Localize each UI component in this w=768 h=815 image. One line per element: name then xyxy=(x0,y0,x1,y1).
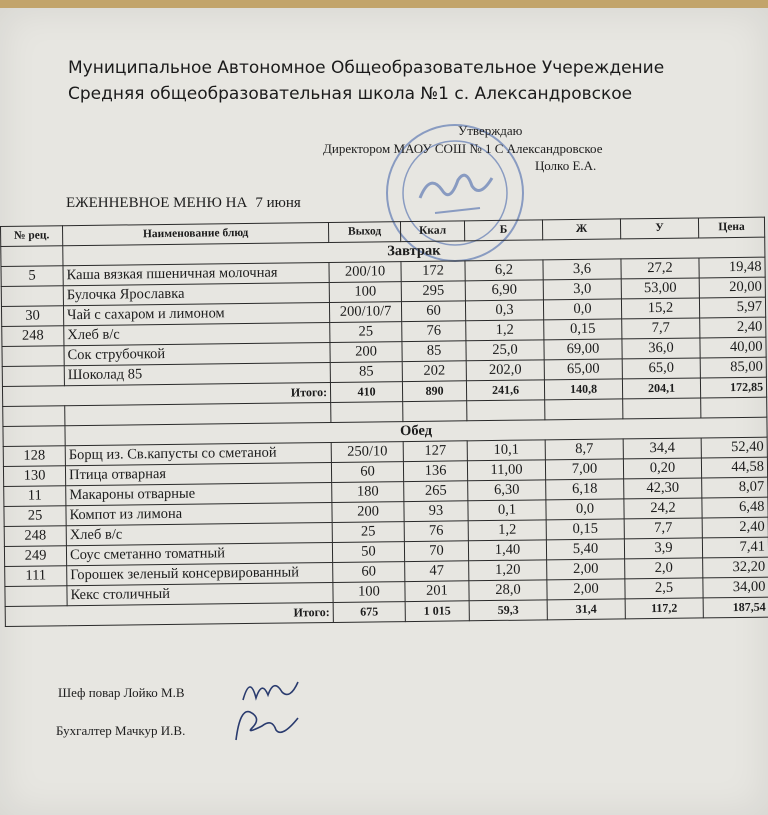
table-cell: 28,0 xyxy=(469,580,547,601)
table-cell: Хлеб в/с xyxy=(66,522,332,545)
section-label: Обед xyxy=(65,417,767,446)
table-cell: 85,00 xyxy=(700,357,766,378)
table-cell: 32,20 xyxy=(703,557,768,578)
table-cell: 15,2 xyxy=(621,298,699,319)
director-name: Цолко Е.А. xyxy=(535,158,597,173)
table-cell: 202,0 xyxy=(466,360,544,381)
table-cell: 0,0 xyxy=(546,499,624,520)
table-cell: 20,00 xyxy=(699,277,765,298)
table-cell xyxy=(2,346,64,367)
table-cell: 3,6 xyxy=(543,259,621,280)
table-cell: 2,00 xyxy=(547,579,625,600)
table-cell: 100 xyxy=(333,582,405,603)
table-cell: 8,7 xyxy=(545,439,623,460)
table-cell: Булочка Ярославка xyxy=(63,282,329,305)
table-cell: 34,4 xyxy=(623,438,701,459)
table-cell: 5,97 xyxy=(699,297,765,318)
table-cell: Итого: xyxy=(5,602,333,626)
table-cell: 6,90 xyxy=(465,280,543,301)
table-cell: 111 xyxy=(5,566,67,587)
table-cell: 3,9 xyxy=(624,538,702,559)
col-header: Наименование блюд xyxy=(63,222,329,245)
table-cell: 241,6 xyxy=(466,380,544,401)
table-cell: 172,85 xyxy=(700,377,766,398)
table-cell: Соус сметанно томатный xyxy=(66,542,332,565)
menu-table xyxy=(0,217,768,627)
table-cell: Компот из лимона xyxy=(66,502,332,525)
table-cell: 201 xyxy=(405,581,469,602)
table-cell: 265 xyxy=(404,481,468,502)
table-cell: 200/10 xyxy=(329,262,401,283)
accountant-signature-label: Бухгалтер Мачкур И.В. xyxy=(56,723,186,738)
table-cell: 53,00 xyxy=(621,278,699,299)
table-cell: 140,8 xyxy=(544,379,622,400)
header-line-2: Средняя общеобразовательная школа №1 с. Александровское xyxy=(68,84,633,104)
header-line-1: Муниципальное Автономное Общеобразовательное Учереждение xyxy=(68,58,665,78)
table-cell: 2,0 xyxy=(625,558,703,579)
table-cell: 25,0 xyxy=(466,340,544,361)
table-cell: Птица отварная xyxy=(65,462,331,485)
table-cell: 7,7 xyxy=(622,318,700,339)
table-cell: Макароны отварные xyxy=(66,482,332,505)
table-cell: Сок струбочкой xyxy=(64,342,330,365)
table-cell: 50 xyxy=(332,542,404,563)
table-cell: 8,07 xyxy=(702,477,768,498)
table-cell: 85 xyxy=(402,341,466,362)
table-cell: 10,1 xyxy=(467,440,545,461)
table-cell: 40,00 xyxy=(700,337,766,358)
col-header: Выход xyxy=(328,222,400,243)
table-cell: 0,20 xyxy=(623,458,701,479)
table-cell: 44,58 xyxy=(701,457,767,478)
table-cell: 200 xyxy=(330,342,402,363)
table-cell: 6,48 xyxy=(702,497,768,518)
table-cell: 3,0 xyxy=(543,279,621,300)
chef-signature-label: Шеф повар Лойко М.В xyxy=(58,685,185,700)
table-cell: 675 xyxy=(333,602,405,623)
table-cell: 76 xyxy=(404,521,468,542)
table-cell: 248 xyxy=(2,326,64,347)
table-cell: 204,1 xyxy=(622,378,700,399)
table-cell: 0,15 xyxy=(546,519,624,540)
col-header: Б xyxy=(464,220,542,241)
table-cell: 1 015 xyxy=(405,601,469,622)
col-header: № рец. xyxy=(1,226,63,247)
table-cell: 249 xyxy=(4,546,66,567)
table-cell: 34,00 xyxy=(703,577,768,598)
menu-title-text: ЕЖЕННЕВНОЕ МЕНЮ НА xyxy=(66,195,248,211)
table-cell: 5 xyxy=(1,266,63,287)
table-cell: 0,15 xyxy=(544,319,622,340)
table-cell: 1,40 xyxy=(468,540,546,561)
table-cell: 85 xyxy=(330,362,402,383)
table-cell: 187,54 xyxy=(703,597,768,618)
table-cell: 65,00 xyxy=(544,359,622,380)
col-header: У xyxy=(620,218,698,239)
table-cell: 93 xyxy=(404,501,468,522)
table-cell: 1,20 xyxy=(469,560,547,581)
table-cell: 31,4 xyxy=(547,599,625,620)
table-cell: 250/10 xyxy=(331,442,403,463)
table-cell: 47 xyxy=(405,561,469,582)
table-cell: 127 xyxy=(403,441,467,462)
table-cell: 180 xyxy=(332,482,404,503)
table-cell: 200/10/7 xyxy=(329,302,401,323)
table-cell xyxy=(2,366,64,387)
table-cell: 410 xyxy=(330,382,402,403)
table-cell: Каша вязкая пшеничная молочная xyxy=(63,262,329,285)
table-cell xyxy=(1,286,63,307)
table-cell: 2,40 xyxy=(702,517,768,538)
table-cell: 25 xyxy=(4,506,66,527)
table-cell: 60 xyxy=(331,462,403,483)
table-cell: 7,41 xyxy=(702,537,768,558)
table-cell: 52,40 xyxy=(701,437,767,458)
table-cell: 2,5 xyxy=(625,578,703,599)
table-cell: 6,30 xyxy=(468,480,546,501)
table-cell: 25 xyxy=(330,322,402,343)
table-cell: 60 xyxy=(333,562,405,583)
col-header: Ж xyxy=(542,219,620,240)
table-cell: Шоколад 85 xyxy=(64,362,330,385)
table-cell: 248 xyxy=(4,526,66,547)
approve-label: Утверждаю xyxy=(458,123,523,138)
table-cell: 60 xyxy=(401,301,465,322)
table-cell: 19,48 xyxy=(699,257,765,278)
table-cell: 30 xyxy=(1,306,63,327)
director-line: Директором МАОУ СОШ № 1 С Александровское xyxy=(323,141,603,156)
table-cell xyxy=(5,586,67,607)
table-cell: 295 xyxy=(401,281,465,302)
table-cell: 70 xyxy=(404,541,468,562)
table-cell: 0,1 xyxy=(468,500,546,521)
table-cell: 890 xyxy=(402,381,466,402)
table-cell: 59,3 xyxy=(469,600,547,621)
table-cell: 130 xyxy=(3,466,65,487)
table-cell: 24,2 xyxy=(624,498,702,519)
table-cell: 76 xyxy=(402,321,466,342)
table-cell: 0,0 xyxy=(543,299,621,320)
table-cell: 6,18 xyxy=(546,479,624,500)
table-cell: 36,0 xyxy=(622,338,700,359)
section-label: Завтрак xyxy=(63,237,765,266)
table-cell: Борщ из. Св.капусты со сметаной xyxy=(65,442,331,465)
table-cell: Кекс столичный xyxy=(67,582,333,605)
table-cell: 7,00 xyxy=(545,459,623,480)
table-cell: 69,00 xyxy=(544,339,622,360)
table-cell: Хлеб в/с xyxy=(64,322,330,345)
col-header: Цена xyxy=(698,217,764,238)
table-cell: 7,7 xyxy=(624,518,702,539)
table-cell: 65,0 xyxy=(622,358,700,379)
table-cell: 200 xyxy=(332,502,404,523)
table-cell: 27,2 xyxy=(621,258,699,279)
table-cell: 11 xyxy=(4,486,66,507)
table-cell: 42,30 xyxy=(624,478,702,499)
table-cell: 6,2 xyxy=(465,260,543,281)
accountant-signature-icon xyxy=(228,698,308,748)
table-cell: 117,2 xyxy=(625,598,703,619)
table-cell: Горошек зеленый консервированный xyxy=(67,562,333,585)
menu-title xyxy=(66,195,301,212)
table-cell: 1,2 xyxy=(468,520,546,541)
col-header: Ккал xyxy=(400,221,464,242)
table-cell: Чай с сахаром и лимоном xyxy=(63,302,329,325)
table-cell: 100 xyxy=(329,282,401,303)
table-cell: 202 xyxy=(402,361,466,382)
table-cell: 172 xyxy=(401,261,465,282)
table-cell: 2,40 xyxy=(700,317,766,338)
table-cell: 1,2 xyxy=(466,320,544,341)
table-cell: 25 xyxy=(332,522,404,543)
table-cell: 0,3 xyxy=(465,300,543,321)
table-cell: 11,00 xyxy=(467,460,545,481)
menu-date: 7 июня xyxy=(255,195,301,211)
table-cell: 2,00 xyxy=(547,559,625,580)
table-cell: Итого: xyxy=(2,382,330,406)
table-cell: 136 xyxy=(403,461,467,482)
table-cell: 5,40 xyxy=(546,539,624,560)
table-cell: 128 xyxy=(3,446,65,467)
